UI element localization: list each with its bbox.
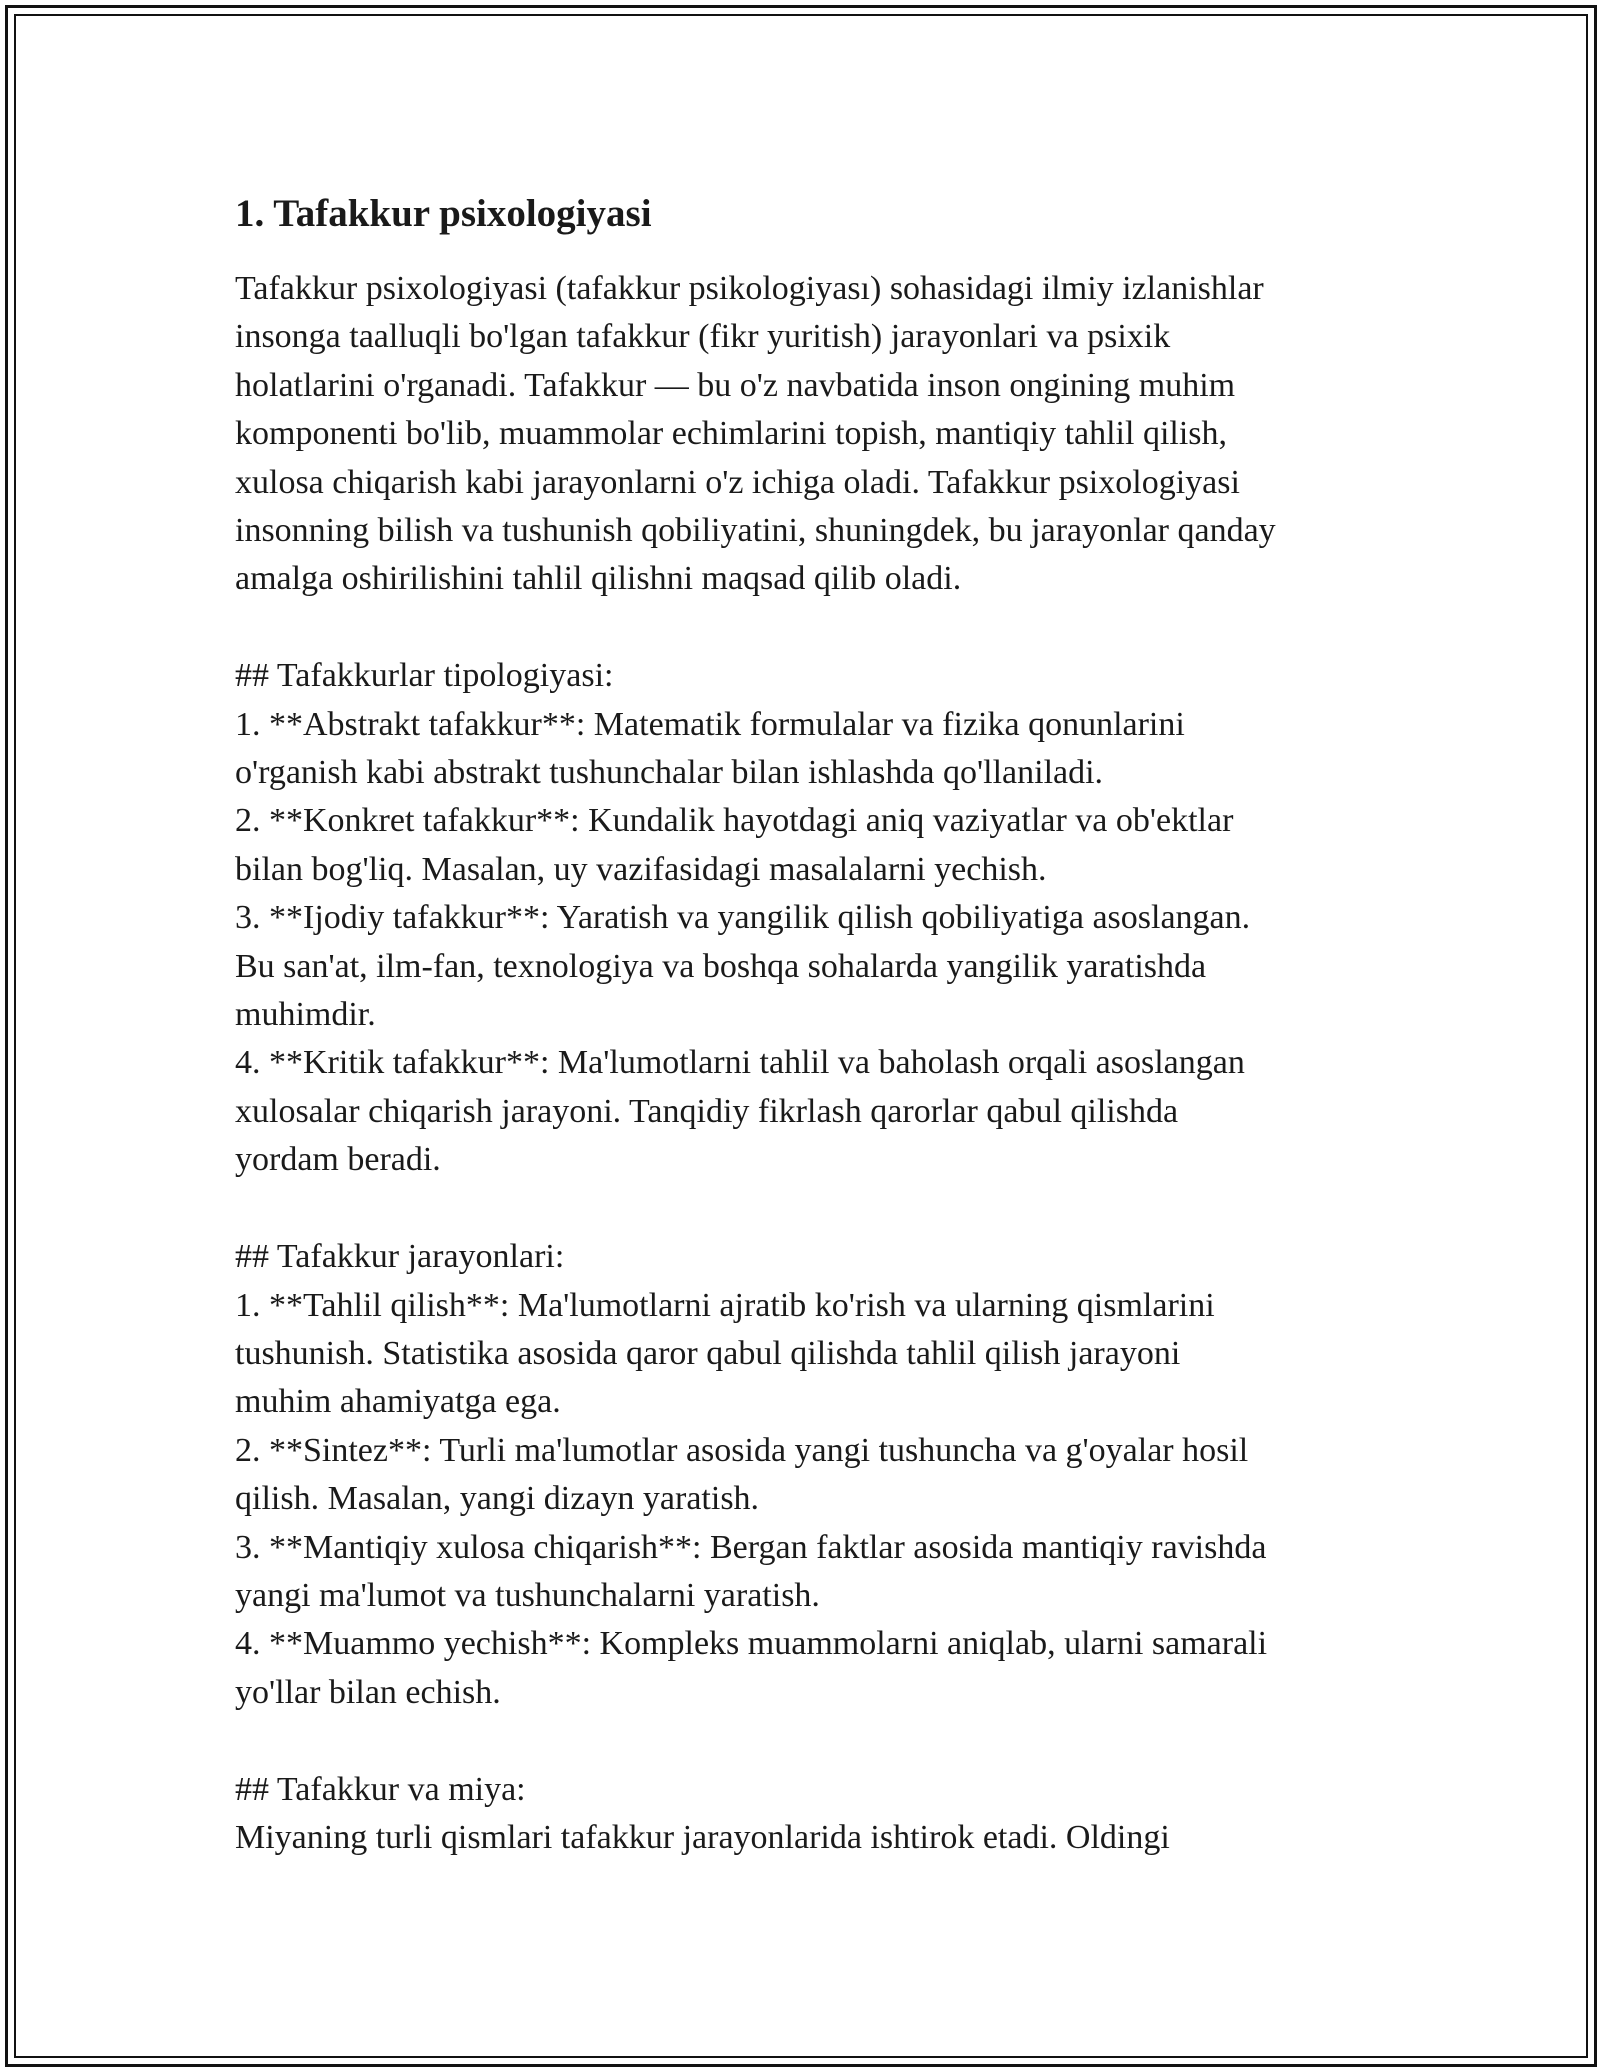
list-item-line: 2. **Konkret tafakkur**: Kundalik hayotdagi aniq vaziyatlar va ob'ektlar — [235, 802, 1234, 840]
section-heading: ## Tafakkurlar tipologiyasi: — [235, 657, 614, 695]
page-title: 1. Tafakkur psixologiyasi — [235, 192, 652, 235]
list-item-line: 3. **Mantiqiy xulosa chiqarish**: Bergan faktlar asosida mantiqiy ravishda — [235, 1528, 1267, 1566]
intro-line: insonning bilish va tushunish qobiliyatini, shuningdek, bu jarayonlar qanday — [235, 512, 1276, 550]
paragraph-spacer — [235, 1185, 1365, 1233]
list-item-line: yordam beradi. — [235, 1141, 441, 1179]
list-item-line: 4. **Muammo yechish**: Kompleks muammolarni aniqlab, ularni samarali — [235, 1625, 1268, 1663]
list-item-line: 4. **Kritik tafakkur**: Ma'lumotlarni tahlil va baholash orqali asoslangan — [235, 1044, 1245, 1082]
intro-paragraph — [235, 265, 1365, 604]
intro-line: holatlarini o'rganadi. Tafakkur — bu o'z navbatida inson ongining muhim — [235, 366, 1236, 404]
list-item-line: Bu san'at, ilm-fan, texnologiya va boshqa sohalarda yangilik yaratishda — [235, 947, 1207, 985]
list-item-line: 1. **Tahlil qilish**: Ma'lumotlarni ajratib ko'rish va ularning qismlarini — [235, 1286, 1215, 1324]
intro-line: amalga oshirilishini tahlil qilishni maqsad qilib oladi. — [235, 560, 962, 598]
intro-line: komponenti bo'lib, muammolar echimlarini topish, mantiqiy tahlil qilish, — [235, 415, 1228, 453]
list-item-line: muhim ahamiyatga ega. — [235, 1383, 561, 1421]
paragraph-spacer — [235, 1717, 1365, 1765]
list-item-line: tushunish. Statistika asosida qaror qabul qilishda tahlil qilish jarayoni — [235, 1334, 1181, 1372]
paragraph-line: Miyaning turli qismlari tafakkur jarayonlarida ishtirok etadi. Oldingi — [235, 1818, 1170, 1856]
list-item-line: yo'llar bilan echish. — [235, 1673, 501, 1711]
list-item-line: 3. **Ijodiy tafakkur**: Yaratish va yangilik qilish qobiliyatiga asoslangan. — [235, 899, 1251, 937]
intro-line: Tafakkur psixologiyasi (tafakkur psikologiyası) sohasidagi ilmiy izlanishlar — [235, 270, 1264, 307]
intro-line: xulosa chiqarish kabi jarayonlarni o'z ichiga oladi. Tafakkur psixologiyasi — [235, 463, 1240, 501]
section-heading: ## Tafakkur jarayonlari: — [235, 1238, 565, 1276]
list-item-line: qilish. Masalan, yangi dizayn yaratish. — [235, 1480, 760, 1518]
list-item-line: 2. **Sintez**: Turli ma'lumotlar asosida yangi tushuncha va g'oyalar hosil — [235, 1431, 1249, 1469]
list-item-line: xulosalar chiqarish jarayoni. Tanqidiy fikrlash qarorlar qabul qilishda — [235, 1092, 1179, 1130]
section-heading: ## Tafakkur va miya: — [235, 1770, 526, 1808]
processes-section — [235, 1233, 1365, 1717]
list-item-line: yangi ma'lumot va tushunchalarni yaratish. — [235, 1576, 820, 1614]
document-body — [235, 185, 1365, 1862]
list-item-line: o'rganish kabi abstrakt tushunchalar bilan ishlashda qo'llaniladi. — [235, 754, 1104, 792]
list-item-line: 1. **Abstrakt tafakkur**: Matematik formulalar va fizika qonunlarini — [235, 705, 1185, 743]
intro-line: insonga taalluqli bo'lgan tafakkur (fikr yuritish) jarayonlari va psixik — [235, 318, 1171, 356]
paragraph-spacer — [235, 604, 1365, 652]
list-item-line: muhimdir. — [235, 996, 376, 1034]
list-item-line: bilan bog'liq. Masalan, uy vazifasidagi masalalarni yechish. — [235, 850, 1047, 888]
typology-section — [235, 652, 1365, 1184]
brain-section — [235, 1766, 1365, 1863]
